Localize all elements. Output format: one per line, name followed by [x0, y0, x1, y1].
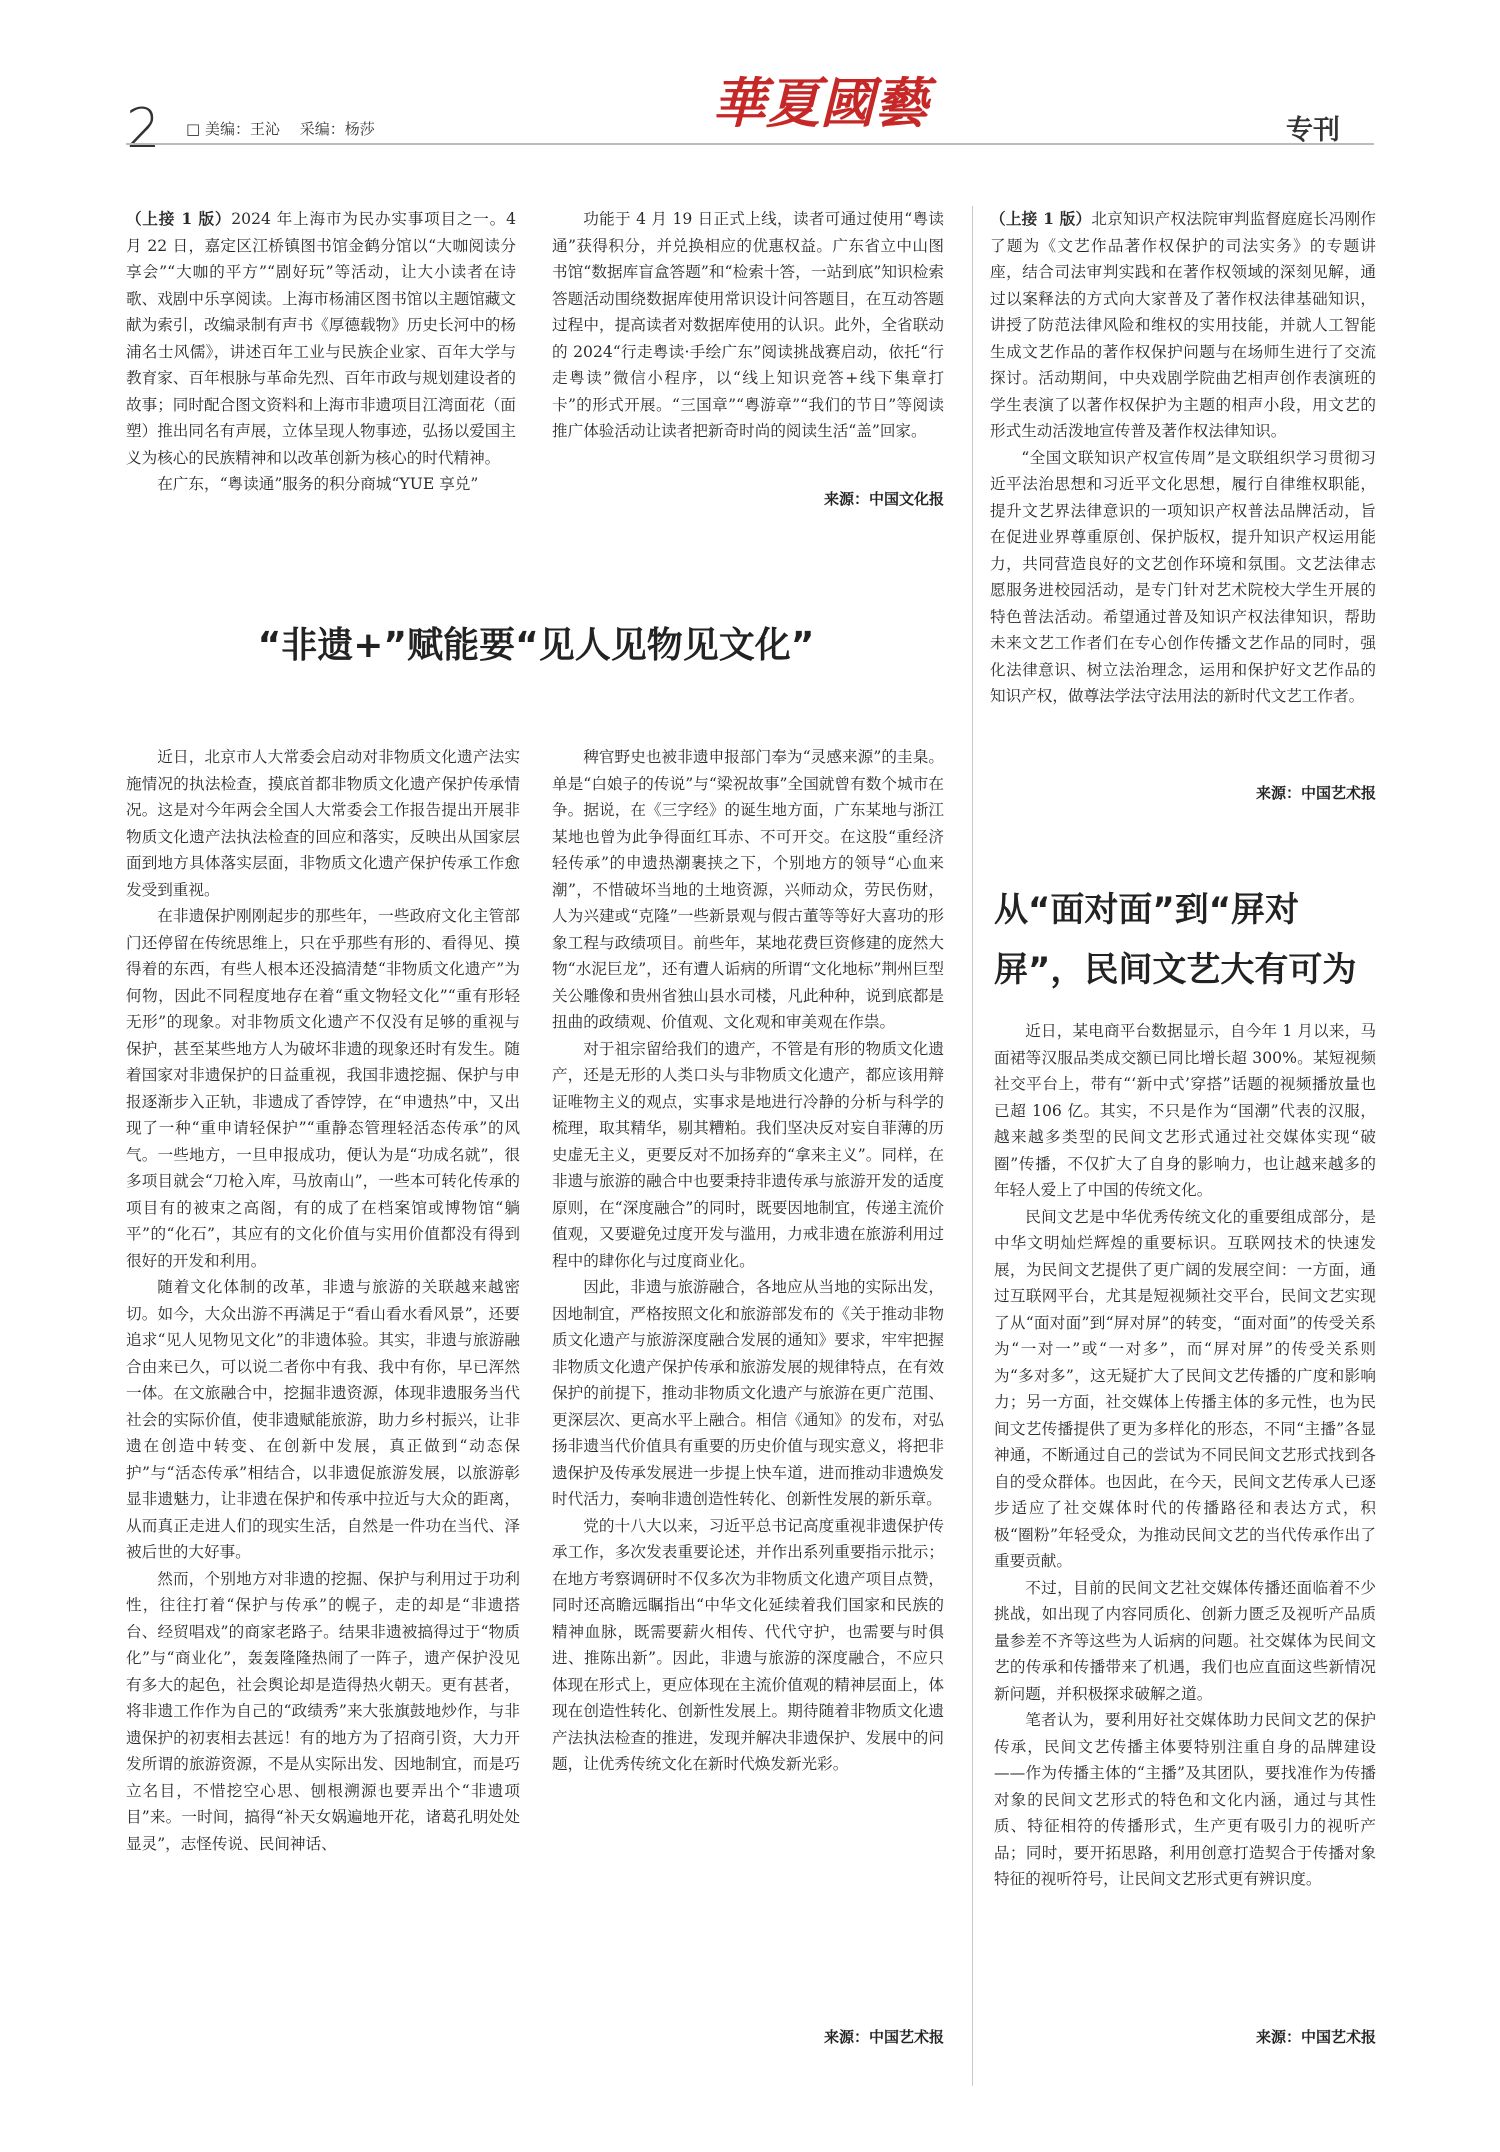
article4-headline: [994, 880, 1374, 1000]
header-rule: [126, 143, 1374, 145]
paragraph: [126, 206, 516, 471]
masthead-text: 華夏國藝: [712, 71, 928, 135]
paragraph: [552, 1513, 944, 1778]
paragraph: [994, 1575, 1376, 1708]
paragraph-text: 北京知识产权法院审判监督庭庭长冯刚作了题为《文艺作品著作权保护的司法实务》的专题讲座，结合司法审判实践和在著作权领域的深刻见解，通过以案释法的方式向大家普及了著作权法律基础知识，讲授了防范法律风险和维权的实用技能，并就人工智能生成文艺作品的著作权保护问题与在场师生进行了交流探讨。活动期间，中央戏剧学院曲艺相声创作表演班的学生表演了以著作权保护为主题的相声小段，用文艺的形式生动活泼地宣传普及著作权法律知识。: [990, 210, 1376, 440]
paragraph-text: 随着文化体制的改革，非遗与旅游的关联越来越密切。如今，大众出游不再满足于“看山看水看风景”，还要追求“见人见物见文化”的非遗体验。其实，非遗与旅游融合由来已久，可以说二者你中有我、我中有你，早已浑然一体。在文旅融合中，挖掘非遗资源，体现非遗服务当代社会的实际价值，使非遗赋能旅游，助力乡村振兴，让非遗在创造中转变、在创新中发展，真正做到“动态保护”与“活态传承”相结合，以非遗促旅游发展，以旅游彰显非遗魅力，让非遗在保护和传承中拉近与大众的距离，从而真正走进人们的现实生活，自然是一件功在当代、泽被后世的大好事。: [126, 1278, 520, 1561]
article1-source: 来源：中国文化报: [823, 490, 944, 508]
paragraph-text: 稗官野史也被非遗申报部门奉为“灵感来源”的圭臬。单是“白娘子的传说”与“梁祝故事”全国就曾有数个城市在争。据说，在《三字经》的诞生地方面，广东某地与浙江某地也曾为此争得面红耳赤、不可开交。在这股“重经济轻传承”的申遗热潮裹挟之下，个别地方的领导“心血来潮”，不惜破坏当地的土地资源，兴师动众，劳民伤财，人为兴建或“克隆”一些新景观与假古董等等好大喜功的形象工程与政绩项目。前些年，某地花费巨资修建的庞然大物“水泥巨龙”，还有遭人诟病的所谓“文化地标”荆州巨型关公雕像和贵州省独山县水司楼，凡此种种，说到底都是扭曲的政绩观、价值观、文化观和审美观在作祟。: [552, 748, 944, 1031]
paragraph: [126, 903, 520, 1274]
paragraph-text: 不过，目前的民间文艺社交媒体传播还面临着不少挑战，如出现了内容同质化、创新力匮乏及视听产品质量参差不齐等这些为人诟病的问题。社交媒体为民间文艺的传承和传播带来了机遇，我们也应直面这些新情况新问题，并积极探求破解之道。: [994, 1578, 1376, 1703]
editor-credits: □ 美编：王沁 采编：杨莎: [186, 120, 375, 138]
article3-headline: “非遗+”赋能要“见人见物见文化”: [257, 625, 815, 666]
article4-headline-line2: 屏”，民间文艺大有可为: [994, 950, 1357, 990]
paragraph-text: 在广东，“粤读通”服务的积分商城“YUE 享兑”: [157, 475, 479, 493]
paragraph: [552, 744, 944, 1036]
article1-col2: [552, 206, 944, 445]
paragraph-text: “全国文联知识产权宣传周”是文联组织学习贯彻习近平法治思想和习近平文化思想，履行自律维权职能，提升文艺界法律意识的一项知识产权普法品牌活动，旨在促进业界尊重原创、保护版权，提升知识产权运用能力，共同营造良好的文艺创作环境和氛围。文艺法律志愿服务进校园活动，是专门针对艺术院校大学生开展的特色普法活动。希望通过普及知识产权法律知识，帮助未来文艺工作者们在专心创作传播文艺作品的同时，强化法律意识、树立法治理念，运用和保护好文艺作品的知识产权，做尊法学法守法用法的新时代文艺工作者。: [990, 448, 1376, 705]
continuation-marker: （上接 1 版）: [990, 209, 1092, 228]
article4-source: 来源：中国艺术报: [1255, 2028, 1376, 2046]
paragraph: [552, 1036, 944, 1275]
paragraph-text: 笔者认为，要利用好社交媒体助力民间文艺的保护传承，民间文艺传播主体要特别注重自身的品牌建设——作为传播主体的“主播”及其团队，要找准作为传播对象的民间文艺形式的特色和文化内涵，通过与其性质、特征相符的传播形式，生产更有吸引力的视听产品；同时，要开拓思路，利用创意打造契合于传播对象特征的视听符号，让民间文艺形式更有辨识度。: [994, 1711, 1376, 1888]
article2-col1: [990, 206, 1376, 710]
paragraph-text: 对于祖宗留给我们的遗产，不管是有形的物质文化遗产，还是无形的人类口头与非物质文化遗产，都应该用辩证唯物主义的观点，实事求是地进行冷静的分析与科学的梳理，取其精华，剔其糟粕。我们坚决反对妄自菲薄的历史虚无主义，更要反对不加扬弃的“拿来主义”。同样，在非遗与旅游的融合中也要秉持非遗传承与旅游开发的适度原则，在“深度融合”的同时，既要因地制宜，传递主流价值观，又要避免过度开发与滥用，力戒非遗在旅游利用过程中的肆你化与过度商业化。: [552, 1039, 944, 1270]
article1-col1: [126, 206, 516, 498]
paragraph-text: 功能于 4 月 19 日正式上线，读者可通过使用“粤读通”获得积分，并兑换相应的优惠权益。广东省立中山图书馆“数据库盲盒答题”和“检索十答，一站到底”知识检索答题活动围绕数据库使用常识设计问答题目，在互动答题过程中，提高读者对数据库使用的认识。此外，全省联动的 2024“行走粤读·手绘广东”阅读挑战赛启动，依托“行走粤读”微信小程序，以“线上知识竞答+线下集章打卡”的形式开展。“三国章”“粤游章”“我们的节日”等阅读推广体验活动让读者把新奇时尚的阅读生活“盖”回家。: [552, 210, 944, 440]
page-number: 2: [126, 97, 161, 160]
paragraph: [126, 471, 516, 498]
paragraph-text: 2024 年上海市为民办实事项目之一。4 月 22 日，嘉定区江桥镇图书馆金鹤分馆以“大咖阅读分享会”“大咖的平方”“剧好玩”等活动，让大小读者在诗歌、戏剧中乐享阅读。上海市杨浦区图书馆以主题馆藏文献为索引，改编录制有声书《厚德载物》历史长河中的杨浦名士风儒》，讲述百年工业与民族企业家、百年大学与教育家、百年根脉与革命先烈、百年市政与规划建设者的故事；同时配合图文资料和上海市非遗项目江湾面花（面塑）推出同名有声展，立体呈现人物事迹，弘扬以爱国主义为核心的民族精神和以改革创新为核心的时代精神。: [126, 210, 516, 467]
paragraph: [126, 1274, 520, 1566]
paragraph-text: 近日，某电商平台数据显示，自今年 1 月以来，马面裙等汉服品类成交额已同比增长超 300%。某短视频社交平台上，带有“‘新中式’穿搭”话题的视频播放量也已超 106 亿。其实，不只是作为“国潮”代表的汉服，越来越多类型的民间文艺形式通过社交媒体实现“破圈”传播，不仅扩大了自身的影响力，也让越来越多的年轻人爱上了中国的传统文化。: [994, 1022, 1376, 1199]
continuation-marker: （上接 1 版）: [126, 209, 232, 228]
paragraph-text: 因此，非遗与旅游融合，各地应从当地的实际出发，因地制宜，严格按照文化和旅游部发布的《关于推动非物质文化遗产与旅游深度融合发展的通知》要求，牢牢把握非物质文化遗产保护传承和旅游发展的规律特点，在有效保护的前提下，推动非物质文化遗产与旅游在更广范围、更深层次、更高水平上融合。相信《通知》的发布，对弘扬非遗当代价值具有重要的历史价值与现实意义，将把非遗保护及传承发展进一步提上快车道，进而推动非遗焕发时代活力，奏响非遗创造性转化、创新性发展的新乐章。: [552, 1278, 944, 1508]
article2-source: 来源：中国艺术报: [1255, 784, 1376, 802]
article3-col1: [126, 744, 520, 1857]
paragraph-text: 党的十八大以来，习近平总书记高度重视非遗保护传承工作，多次发表重要论述，并作出系列重要指示批示；在地方考察调研时不仅多次为非物质文化遗产项目点赞，同时还高瞻远瞩指出“中华文化延续着我们国家和民族的精神血脉，既需要薪火相传、代代守护，也需要与时俱进、推陈出新”。因此，非遗与旅游的深度融合，不应只体现在形式上，更应体现在主流价值观的精神层面上，体现在创造性转化、创新性发展上。期待随着非物质文化遗产法执法检查的推进，发现并解决非遗保护、发展中的问题，让优秀传统文化在新时代焕发新光彩。: [552, 1516, 944, 1773]
paragraph: [552, 1274, 944, 1513]
article4-col1: [994, 1018, 1376, 1893]
paragraph: [994, 1204, 1376, 1575]
paragraph: [994, 1707, 1376, 1893]
section-label: 专刊: [1286, 115, 1340, 146]
paragraph: [126, 1566, 520, 1858]
paragraph-text: 近日，北京市人大常委会启动对非物质文化遗产法实施情况的执法检查，摸底首都非物质文化遗产保护传承情况。这是对今年两会全国人大常委会工作报告提出开展非物质文化遗产法执法检查的回应和落实，反映出从国家层面到地方具体落实层面，非物质文化遗产保护传承工作愈发受到重视。: [126, 748, 520, 899]
article4-headline-line1: 从“面对面”到“屏对: [994, 890, 1300, 930]
paragraph: [990, 206, 1376, 445]
paragraph-text: 然而，个别地方对非遗的挖掘、保护与利用过于功利性，往往打着“保护与传承”的幌子，走的却是“非遗搭台、经贸唱戏”的商家老路子。结果非遗被搞得过于“物质化”与“商业化”，轰轰隆隆热闹了一阵子，遗产保护没见有多大的起色，社会舆论却是造得热火朝天。更有甚者，将非遗工作作为自己的“政绩秀”来大张旗鼓地炒作，与非遗保护的初衷相去甚远！有的地方为了招商引资，大力开发所谓的旅游资源，不是从实际出发、因地制宜，而是巧立名目，不惜挖空心思、刨根溯源也要弄出个“非遗项目”来。一时间，搞得“补天女娲遍地开花，诸葛孔明处处显灵”，志怪传说、民间神话、: [126, 1569, 520, 1853]
paragraph: [552, 206, 944, 445]
column-divider: [972, 206, 973, 2086]
article3-col2: [552, 744, 944, 1778]
paragraph: [990, 445, 1376, 710]
masthead-logo: [700, 66, 940, 140]
paragraph: [994, 1018, 1376, 1204]
article3-source: 来源：中国艺术报: [823, 2028, 944, 2046]
paragraph: [126, 744, 520, 903]
paragraph-text: 民间文艺是中华优秀传统文化的重要组成部分，是中华文明灿烂辉煌的重要标识。互联网技术的快速发展，为民间文艺提供了更广阔的发展空间：一方面，通过互联网平台，尤其是短视频社交平台，民间文艺实现了从“面对面”到“屏对屏”的转变，“面对面”的传受关系为“一对一”或“一对多”，而“屏对屏”的传受关系则为“多对多”，这无疑扩大了民间文艺传播的广度和影响力；另一方面，社交媒体上传播主体的多元性，也为民间文艺传播提供了更为多样化的形态，不同“主播”各显神通，不断通过自己的尝试为不同民间文艺形式找到各自的受众群体。也因此，在今天，民间文艺传承人已逐步适应了社交媒体时代的传播路径和表达方式，积极“圈粉”年轻受众，为推动民间文艺的当代传承作出了重要贡献。: [994, 1207, 1376, 1570]
paragraph-text: 在非遗保护刚刚起步的那些年，一些政府文化主管部门还停留在传统思维上，只在乎那些有形的、看得见、摸得着的东西，有些人根本还没搞清楚“非物质文化遗产”为何物，因此不同程度地存在着“重文物轻文化”“重有形轻无形”的现象。对非物质文化遗产不仅没有足够的重视与保护，甚至某些地方人为破坏非遗的现象还时有发生。随着国家对非遗保护的日益重视，我国非遗挖掘、保护与申报逐渐步入正轨，非遗成了香饽饽，在“申遗热”中，又出现了一种“重申请轻保护”“重静态管理轻活态传承”的风气。一些地方，一旦申报成功，便认为是“功成名就”，很多项目就会“刀枪入库，马放南山”，一些本可转化传承的项目有的被束之高阁，有的成了在档案馆或博物馆“躺平”的“化石”，其应有的文化价值与实用价值都没有得到很好的开发和利用。: [126, 907, 520, 1270]
